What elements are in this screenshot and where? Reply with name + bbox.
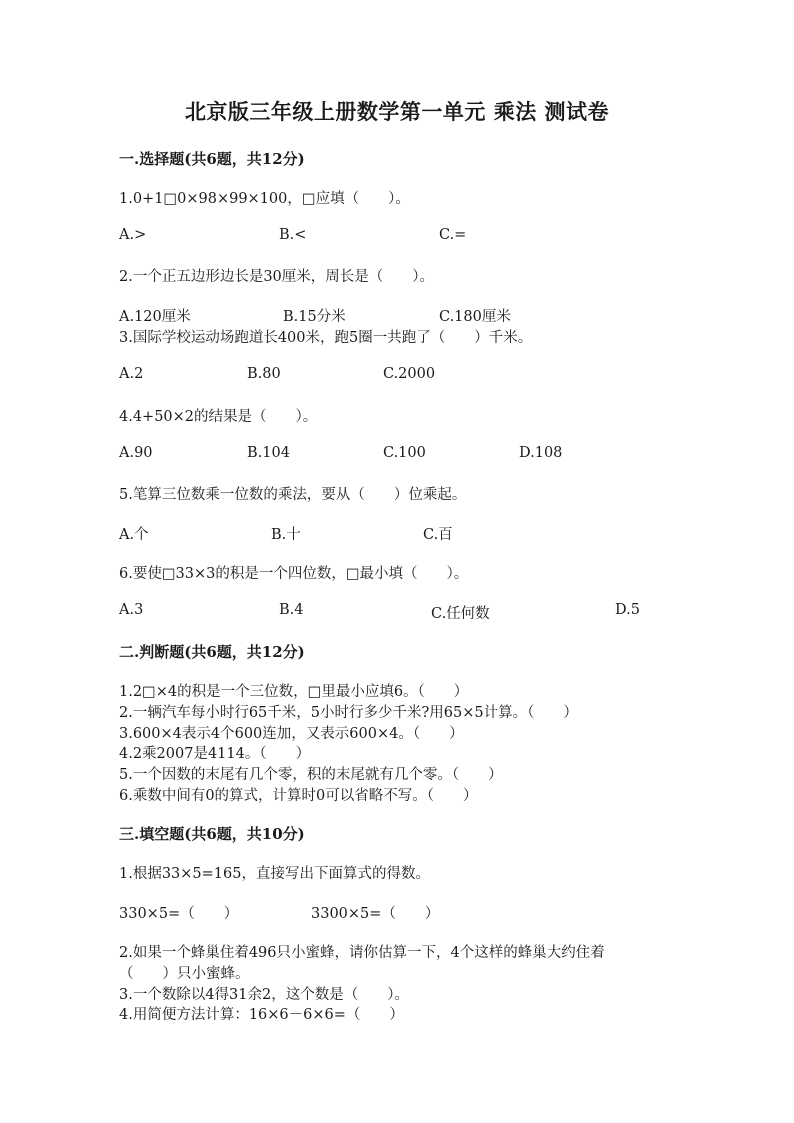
option-b: B.80 — [247, 366, 281, 382]
option-a: A.2 — [119, 366, 144, 382]
option-c: C.2000 — [383, 366, 436, 382]
option-a: A.3 — [119, 602, 144, 618]
fill-question-1: 1.根据33×5=165，直接写出下面算式的得数。 — [119, 866, 430, 882]
option-c: C.100 — [383, 445, 426, 461]
option-d: D.5 — [615, 602, 640, 618]
option-b: B.4 — [279, 602, 304, 618]
question-1: 1.0+1□0×98×99×100，□应填（ ）。 — [119, 191, 410, 207]
option-c: C.任何数 — [431, 606, 490, 622]
judgement-item: 6.乘数中间有0的算式，计算时0可以省略不写。（ ） — [119, 788, 478, 804]
option-c: C.180厘米 — [439, 309, 511, 325]
question-6: 6.要使□33×3的积是一个四位数，□最小填（ ）。 — [119, 566, 469, 582]
option-a: A.90 — [119, 445, 153, 461]
judgement-item: 3.600×4表示4个600连加，又表示600×4。（ ） — [119, 726, 464, 742]
section-heading-fill-blank: 三.填空题(共6题，共10分) — [119, 825, 305, 843]
question-4: 4.4+50×2的结果是（ ）。 — [119, 409, 318, 425]
option-b: B.< — [279, 227, 307, 243]
question-3: 3.国际学校运动场跑道长400米，跑5圈一共跑了（ ）千米。 — [119, 330, 533, 346]
option-b: B.104 — [247, 445, 290, 461]
option-b: B.15分米 — [283, 309, 346, 325]
option-b: B.十 — [271, 527, 301, 543]
option-c: C.百 — [423, 527, 453, 543]
fill-question-3: 3.一个数除以4得31余2，这个数是（ ）。 — [119, 987, 409, 1003]
fill-question-4: 4.用简便方法计算：16×6－6×6=（ ） — [119, 1007, 404, 1023]
fill-part: 3300×5=（ ） — [311, 906, 440, 922]
judgement-item: 5.一个因数的末尾有几个零，积的末尾就有几个零。（ ） — [119, 767, 503, 783]
judgement-item: 1.2□×4的积是一个三位数，□里最小应填6。（ ） — [119, 684, 469, 700]
judgement-item: 4.2乘2007是4114。（ ） — [119, 746, 311, 762]
option-d: D.108 — [519, 445, 563, 461]
question-2: 2.一个正五边形边长是30厘米，周长是（ ）。 — [119, 269, 435, 285]
option-a: A.个 — [119, 527, 149, 543]
question-5: 5.笔算三位数乘一位数的乘法，要从（ ）位乘起。 — [119, 487, 467, 503]
option-a: A.> — [119, 227, 147, 243]
section-heading-judgement: 二.判断题(共6题，共12分) — [119, 643, 305, 661]
section-heading-choice: 一.选择题(共6题，共12分) — [119, 150, 305, 168]
judgement-item: 2.一辆汽车每小时行65千米，5小时行多少千米?用65×5计算。（ ） — [119, 705, 578, 721]
fill-question-2-cont: （ ）只小蜜蜂。 — [119, 966, 250, 982]
fill-question-2: 2.如果一个蜂巢住着496只小蜜蜂，请你估算一下，4个这样的蜂巢大约住着 — [119, 945, 605, 961]
page-title: 北京版三年级上册数学第一单元 乘法 测试卷 — [184, 99, 610, 124]
fill-part: 330×5=（ ） — [119, 906, 239, 922]
option-c: C.= — [439, 227, 467, 243]
option-a: A.120厘米 — [119, 309, 191, 325]
